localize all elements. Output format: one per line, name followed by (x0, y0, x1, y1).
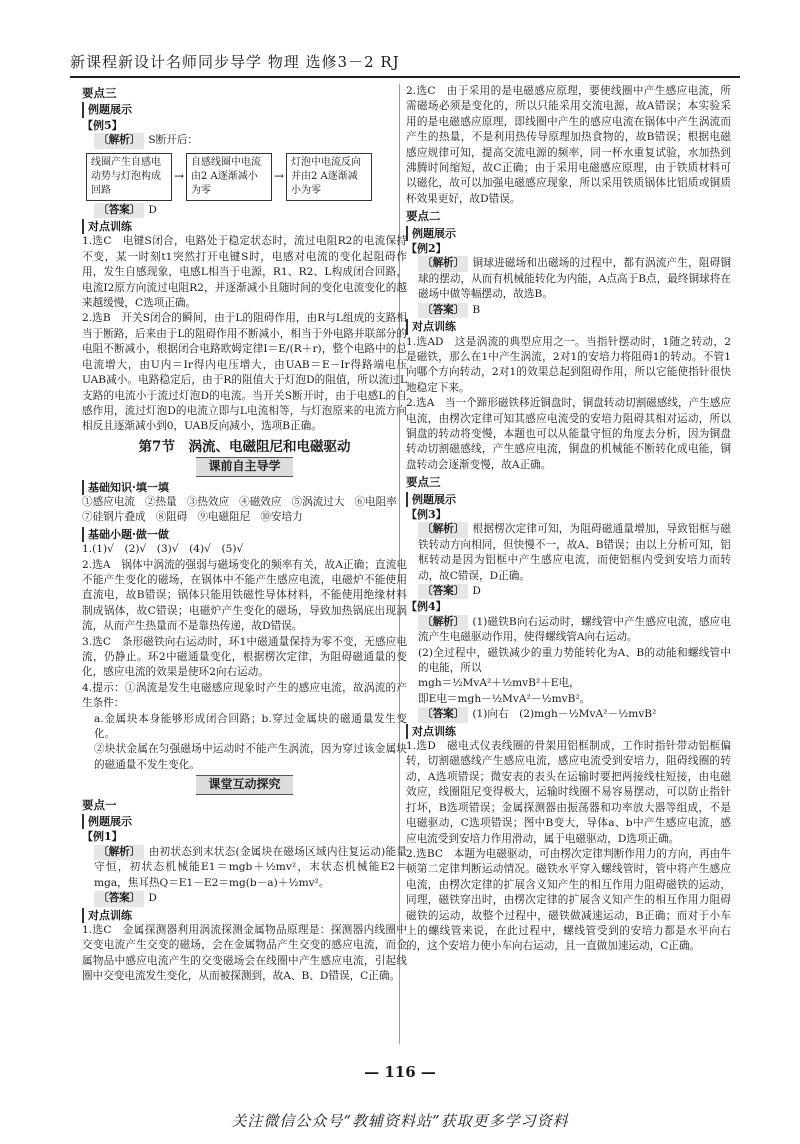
example-label: 【例2】 (406, 242, 447, 256)
keyword: ⑤涡流过大 (291, 495, 345, 508)
subheading: 例题展示 (406, 492, 731, 507)
flow-box: 自感线圈中电流由2 A逐渐减小为零 (186, 153, 272, 201)
keyword-list (82, 495, 407, 526)
paragraph: 2.选B 开关S闭合的瞬间，由于L的阻碍作用，由R与L组成的支路相当于断路，后来由于L的阻碍作用不断减小，相当于外电路并联部分的电阻不断减小，根据闭合电路欧姆定律I＝E/(R＋r)，整个电路中的总电流增大，由U内＝Ir得内电压增大，由UAB＝E－Ir得路端电压UAB减小。电路稳定后，由于R的阻值大于灯泡D的阻值，所以流过L支路的电流小于流过灯泡D的电流。当开关S断开时，由于电感L的自感作用，流过灯泡D的电流立即与L电流相等，与灯泡原来的电流方向相反且逐渐减小到0，UAB反向减小，选项B正确。 (82, 312, 407, 433)
answer: 〔答案〕 B (406, 303, 731, 318)
page-number: — 116 — (364, 1063, 436, 1081)
paragraph: ②块状金属在匀强磁场中运动时不能产生涡流，因为穿过该金属块的磁通量不发生变化。 (94, 743, 407, 771)
paragraph: 1.选C 金属探测器利用涡流探测金属物品原理是：探测器内线圈中交变电流产生交变的磁场，会在金属物品产生交变的感应电流，而金属物品中感应电流产生的交变磁场会在线圈中产生感应电流，引起线圈中交变电流发生变化，从而被探测到，故A、B、D错误，C正确。 (82, 923, 407, 983)
flow-box: 线圈产生自感电动势与灯泡构成回路 (86, 153, 172, 201)
right-column (406, 84, 731, 955)
arrow-icon: → (273, 168, 285, 183)
keyword: ④磁效应 (239, 495, 282, 508)
keyword: ⑨电磁阻尼 (197, 511, 251, 524)
paragraph: 2.选A 当一个蹄形磁铁移近铜盘时，铜盘转动切割磁感线，产生感应电流，由楞次定律可知其感应电流受的安培力阻碍其相对运动，所以铜盘的转动将变慢，本题也可以从能量守恒的角度去分析，因为铜盘转动切割磁感线，产生感应电流，铜盘的机械能不断转化成电能，铜盘转动会逐渐变慢，故A正确。 (406, 397, 731, 471)
arrow-icon: → (173, 168, 185, 183)
subheading: 对点训练 (406, 319, 731, 334)
analysis: 〔解析〕 根据楞次定律可知，为阻碍磁通量增加，导致铝框与磁铁转动方向相同，但快慢不一，故A、B错误；由以上分析可知，铝框转动是因为铝框中产生感应电流，而使铝框内受到安培力而转动，故C错误，D正确。 (418, 523, 731, 582)
answer-tag: 〔答案〕 (418, 303, 468, 318)
answer-tag: 〔答案〕 (94, 203, 144, 218)
keyword: ⑥电阻率 (354, 495, 397, 508)
example-label: 【例1】 (82, 830, 123, 844)
analysis: 〔解析〕 S断开后： (82, 133, 407, 148)
subheading: 基础小题·做一做 (82, 527, 407, 542)
analysis: 〔解析〕 (1)磁铁B向右运动时，螺线管中产生感应电流，感应电流产生电磁驱动作用，使得螺线管A向右运动。 (418, 615, 731, 644)
answer-tag: 〔答案〕 (418, 707, 468, 722)
subheading: 例题展示 (406, 226, 731, 241)
subheading: 例题展示 (82, 102, 407, 117)
keyword: ⑦硅钢片叠成 (82, 511, 146, 524)
keyword: ①感应电流 (82, 495, 135, 508)
answer: 〔答案〕 D (82, 203, 407, 218)
answer: 〔答案〕 (1)向右 (2)mgh－½MvA²－½mvB² (406, 707, 731, 722)
equation: mgh＝½MvA²＋½mvB²＋E电， (418, 677, 580, 690)
keyword: ③热效应 (186, 495, 230, 508)
paragraph: 4.提示：①涡流是发生电磁感应现象时产生的感应电流，故涡流的产生条件： (82, 681, 407, 710)
analysis: 〔解析〕 由初状态到末状态(金属块在磁场区域内往复运动)能量守恒，初状态机械能E1＝mgb＋½mv²，末状态机械能E2＝mga，焦耳热Q＝E1－E2＝mg(b－a)＋½mv²。 (94, 845, 407, 889)
analysis: 〔解析〕 铜球进磁场和出磁场的过程中，都有涡流产生，阻碍铜球的摆动，从而有机械能转化为内能，A点高于B点，最终铜球将在磁场中做等幅摆动，故选B。 (418, 257, 731, 301)
banner: 课前自主导学 (82, 457, 407, 476)
subheading: 对点训练 (82, 219, 407, 234)
subheading: 例题展示 (82, 814, 407, 829)
paragraph: (2)全过程中，磁铁减少的重力势能转化为A、B的动能和螺线管中的电能，所以 (418, 646, 731, 675)
paragraph: 1.选C 电键S闭合，电路处于稳定状态时，流过电阻R2的电流保持不变，某一时刻t1突然打开电键S时，电感对电流的变化起阻碍作用，发生自感现象，电感L相当于电源，R1、R2、L构成闭合回路，电流I2原方向流过电阻R2，并逐渐减小且随时间的变化电流变化的越来越缓慢，C选项正确。 (82, 235, 407, 310)
left-column (82, 84, 407, 985)
paragraph: 2.选A 锅体中涡流的强弱与磁场变化的频率有关，故A正确；直流电不能产生变化的磁场，在锅体中不能产生感应电流，电磁炉不能使用直流电，故B错误；锅体只能用铁磁性导体材料，不能使用绝缘材料制成锅体，故C错误；电磁炉产生变化的磁场，导致加热锅底出现涡流，从而产生热量而不是靠热传递，故D错误。 (82, 558, 407, 633)
analysis-tag: 〔解析〕 (94, 133, 144, 148)
paragraph: a.金属块本身能够形成闭合回路；b.穿过金属块的磁通量发生变化。 (94, 712, 407, 741)
banner: 课堂互动探究 (82, 775, 407, 794)
footer-note: 关注微信公众号“教辅资料站”获取更多学习资料 (231, 1112, 569, 1130)
analysis-tag: 〔解析〕 (418, 256, 468, 271)
analysis-tag: 〔解析〕 (418, 522, 468, 537)
equation: 即E电＝mgh－½MvA²－½mvB²。 (418, 692, 591, 705)
example-label: 【例5】 (82, 118, 123, 132)
paragraph: 1.选AD 这是涡流的典型应用之一。当指针摆动时，1随之转动，2是磁铁，那么在1中产生涡流，2对1的安培力将阻碍1的转动。不管1向哪个方向转动，2对1的效果总起到阻碍作用，所以它能使指针很快地稳定下来。 (406, 335, 731, 394)
paragraph: 2.选C 由于采用的是电磁感应原理，要使线圈中产生感应电流，所需磁场必须是变化的，所以只能采用交流电源，故A错误；本实验采用的是电磁感应原理，即线圈中产生的感应电流在锅体中产生涡流而产生的热量，不是利用热传导原理加热食物的，故B错误；根据电磁感应规律可知，提高交流电源的频率，同一杯水重复试验，水加热到沸腾时间缩短，故C正确；由于采用电磁感应原理，由于铁质材料可以磁化，故可以加强电磁感应现象，所以采用铁质锅体比铝质或铜质杯效果更好，故D错误。 (406, 85, 731, 205)
analysis-tag: 〔解析〕 (94, 845, 144, 860)
keyword: ⑧阻碍 (155, 511, 188, 524)
flow-chart (86, 153, 407, 201)
answer: 〔答案〕 D (82, 891, 407, 906)
section-heading: 要点三 (82, 86, 117, 100)
paragraph: 1.选D 磁电式仪表线圈的骨架用铝框制成，工作时指针带动铝框偏转，切割磁感线产生感应电流，感应电流受到安培力，阻碍线圈的转动，A选项错误；微安表的表头在运输时要把两接线柱短接，由电磁效应，线圈阻尼变得极大，运输时线圈不易容易摆动，可以防止指针打坏，B选项错误；金属探测器由振荡器和功率放大器等组成，不是电磁驱动，C选项错误；图中B变大，导体a、b中产生感应电流，感应电流受到安培力作用滑动，属于电磁驱动，D选项正确。 (406, 740, 731, 845)
section-heading: 要点一 (82, 797, 117, 812)
paragraph: 2.选BC 本题为电磁驱动，可由楞次定律判断作用力的方向，再由牛顿第二定律判断运动情况。磁铁水平穿入螺线管时，管中将产生感应电流，由楞次定律的扩展含义知产生的相互作用力阻碍磁铁的运动，同理，磁铁穿出时，由楞次定律的扩展含义知产生的相互作用力阻碍磁铁的运动，故整个过程中，磁铁做减速运动，B正确；而对于小车上的螺线管来说，在此过程中，螺线管受到的安培力都是水平向右的，这个安培力使小车向右运动，且一直做加速运动，C正确。 (406, 847, 731, 953)
answer-tag: 〔答案〕 (418, 584, 468, 599)
example-label: 【例3】 (406, 507, 447, 521)
paragraph: 3.选C 条形磁铁向右运动时，环1中磁通量保持为零不变，无感应电流，仍静止。环2中磁通量变化，根据楞次定律，为阻碍磁通量的变化，感应电流的效果是使环2向右运动。 (82, 635, 407, 679)
subheading: 基础知识·填一填 (82, 480, 407, 495)
example-label: 【例4】 (406, 600, 447, 614)
answer-tag: 〔答案〕 (94, 891, 144, 906)
analysis-tag: 〔解析〕 (418, 615, 468, 630)
section-heading: 要点二 (406, 209, 441, 224)
subheading: 对点训练 (82, 908, 407, 923)
section-title: 第7节 涡流、电磁阻尼和电磁驱动 (138, 438, 351, 455)
subheading: 对点训练 (406, 724, 731, 739)
keyword: ②热量 (144, 495, 177, 508)
running-header: 新课程新设计名师同步导学 物理 选修3－2 RJ (70, 48, 740, 78)
section-heading: 要点三 (406, 475, 441, 490)
flow-box: 灯泡中电流反向并由2 A逐渐减小为零 (286, 153, 372, 201)
answer: 〔答案〕 D (406, 584, 731, 599)
paragraph: 1.(1)√ (2)√ (3)√ (4)√ (5)√ (82, 543, 244, 556)
keyword: ⑩安培力 (260, 511, 303, 524)
